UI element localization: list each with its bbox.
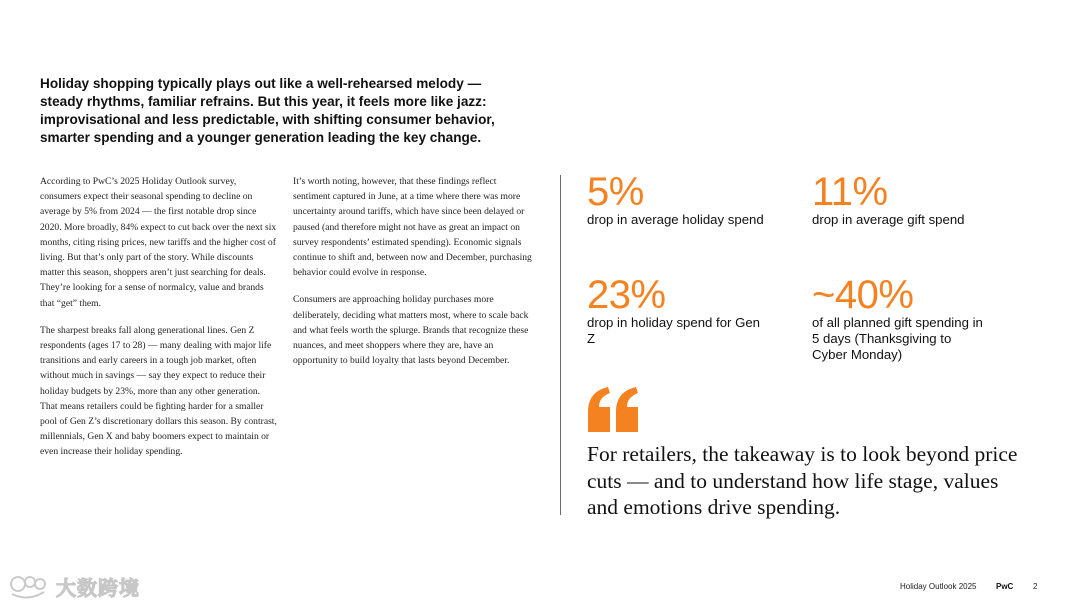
watermark-logo-icon — [8, 572, 50, 600]
page-number: 2 — [1033, 582, 1038, 591]
body-paragraph: Consumers are approaching holiday purchases more deliberately, deciding what matters most, where to scale back and what feels worth the splurge. Brands that recognize these nuances, and meet shoppers where they are, have an opportunity to build loyalty that lasts beyond December. — [293, 294, 529, 367]
stat-value: 11% — [812, 170, 888, 214]
body-column-left — [40, 174, 278, 472]
footer-brand: PwC — [996, 582, 1014, 591]
watermark — [8, 570, 140, 602]
stat-label: drop in average gift spend — [812, 212, 965, 227]
body-paragraph: It’s worth noting, however, that these findings reflect sentiment captured in June, at a time where there was more uncertainty around tariffs, which have since been delayed or paused (and therefore might not have as great an impact on survey respondents’ estimated spending). Economic signals continue to shift and, between now and December, purchasing behavior could evolve in response. — [293, 176, 532, 279]
stat-label: drop in average holiday spend — [587, 212, 764, 227]
pull-quote: For retailers, the takeaway is to look beyond price cuts — and to understand how life stage, values and emotions drive spending. — [587, 442, 1018, 519]
stat-value: 5% — [587, 170, 644, 214]
vertical-divider — [560, 175, 561, 515]
stat-label: of all planned gift spending in 5 days (Thanksgiving to Cyber Monday) — [812, 315, 983, 362]
body-paragraph: According to PwC’s 2025 Holiday Outlook survey, consumers expect their seasonal spending to decline on average by 5% from 2024 — the first notable drop since 2020. More broadly, 84% expect to cut back over the next six months, citing rising prices, new tariffs and the higher cost of living. But that’s only part of the story. While discounts matter this season, shoppers aren’t just searching for deals. They’re looking for a sense of normalcy, value and brands that “get” them. — [40, 176, 277, 309]
body-paragraph: The sharpest breaks fall along generational lines. Gen Z respondents (ages 17 to 28) — many dealing with major life transitions and early careers in a tough job market, often without much in savings — say they expect to reduce their holiday budgets by 23%, more than any other generation. That means retailers could be fighting harder for a smaller pool of Gen Z’s discretionary dollars this season. By contrast, millennials, Gen X and baby boomers expect to maintain or even increase their holiday spending. — [40, 324, 277, 458]
body-column-right — [293, 174, 533, 380]
stat-value: ~40% — [812, 273, 914, 317]
stat-gift-spend — [812, 172, 1042, 228]
watermark-text: 大数跨境 — [56, 575, 140, 600]
stat-five-day-spending — [812, 275, 1042, 363]
stat-holiday-spend — [587, 172, 797, 228]
page-headline: Holiday shopping typically plays out like a well-rehearsed melody — steady rhythms, familiar refrains. But this year, it feels more like jazz: improvisational and less predictable, with shifting consumer behavior, smarter spending and a younger generation leading the key change. — [40, 76, 495, 145]
footer-title: Holiday Outlook 2025 — [900, 582, 977, 591]
stat-label: drop in holiday spend for Gen Z — [587, 315, 761, 346]
quotation-mark-icon — [586, 386, 642, 434]
stat-gen-z-spend — [587, 275, 797, 347]
stat-value: 23% — [587, 273, 666, 317]
